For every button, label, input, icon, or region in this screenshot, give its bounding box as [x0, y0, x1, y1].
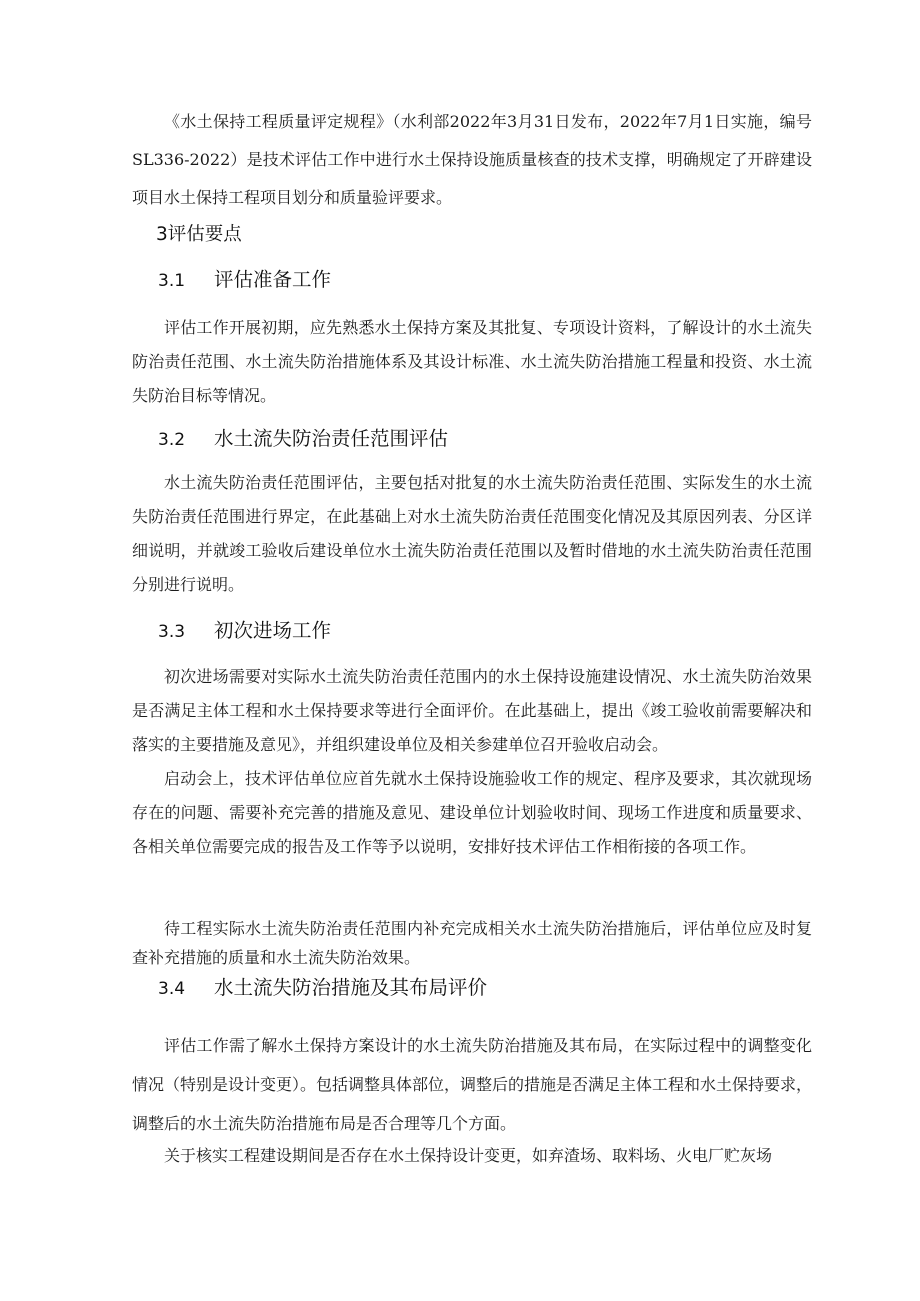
section-title: 评估准备工作: [214, 268, 332, 291]
section-number: 3.4: [158, 979, 186, 999]
paragraph-3-3-c: 待工程实际水土流失防治责任范围内补充完成相关水土流失防治措施后，评估单位应及时复查补充措施的质量和水土流失防治效果。: [132, 919, 812, 967]
section-number: 3.3: [158, 622, 186, 642]
section-heading-3-1: [158, 264, 331, 292]
section-number: 3.2: [158, 430, 186, 450]
paragraph-3-1: 评估工作开展初期，应先熟悉水土保持方案及其批复、专项设计资料，了解设计的水土流失防治责任范围、水土流失防治措施体系及其设计标准、水土流失防治措施工程量和投资、水土流失防治目标等情况。: [132, 318, 812, 405]
paragraph-intro: 《水土保持工程质量评定规程》（水利部2022年3月31日发布，2022年7月1日实施，编号SL336-2022）是技术评估工作中进行水土保持设施质量核查的技术支撑，明确规定了开辟建设项目水土保持工程项目划分和质量验评要求。: [132, 112, 812, 207]
paragraph-3-2: 水土流失防治责任范围评估，主要包括对批复的水土流失防治责任范围、实际发生的水土流失防治责任范围进行界定，在此基础上对水土流失防治责任范围变化情况及其原因列表、分区详细说明，并就竣工验收后建设单位水土流失防治责任范围以及暂时借地的水土流失防治责任范围分别进行说明。: [132, 473, 812, 594]
paragraph-3-4-b: 关于核实工程建设期间是否存在水土保持设计变更，如弃渣场、取料场、火电厂贮灰场: [164, 1146, 773, 1165]
paragraph-3-3-a: 初次进场需要对实际水土流失防治责任范围内的水土保持设施建设情况、水土流失防治效果是否满足主体工程和水土保持要求等进行全面评价。在此基础上，提出《竣工验收前需要解决和落实的主要措施及意见》，并组织建设单位及相关参建单位召开验收启动会。: [132, 667, 812, 754]
section-heading-3-3: [158, 615, 331, 643]
section-heading-3-4: [158, 972, 487, 1000]
section-number: 3.1: [158, 271, 186, 291]
paragraph-3-4-a: 评估工作需了解水土保持方案设计的水土流失防治措施及其布局，在实际过程中的调整变化情况（特别是设计变更）。包括调整具体部位，调整后的措施是否满足主体工程和水土保持要求，调整后的水土流失防治措施布局是否合理等几个方面。: [132, 1036, 813, 1133]
paragraph-3-3-b: 启动会上，技术评估单位应首先就水土保持设施验收工作的规定、程序及要求，其次就现场存在的问题、需要补充完善的措施及意见、建设单位计划验收时间、现场工作进度和质量要求、各相关单位需要完成的报告及工作等予以说明，安排好技术评估工作相衔接的各项工作。: [132, 769, 812, 856]
section-heading-3-2: [158, 423, 448, 451]
section-heading-3: 3评估要点: [156, 224, 242, 245]
section-title: 水土流失防治责任范围评估: [214, 427, 449, 450]
section-title: 初次进场工作: [214, 619, 332, 642]
section-title: 水土流失防治措施及其布局评价: [214, 976, 488, 999]
